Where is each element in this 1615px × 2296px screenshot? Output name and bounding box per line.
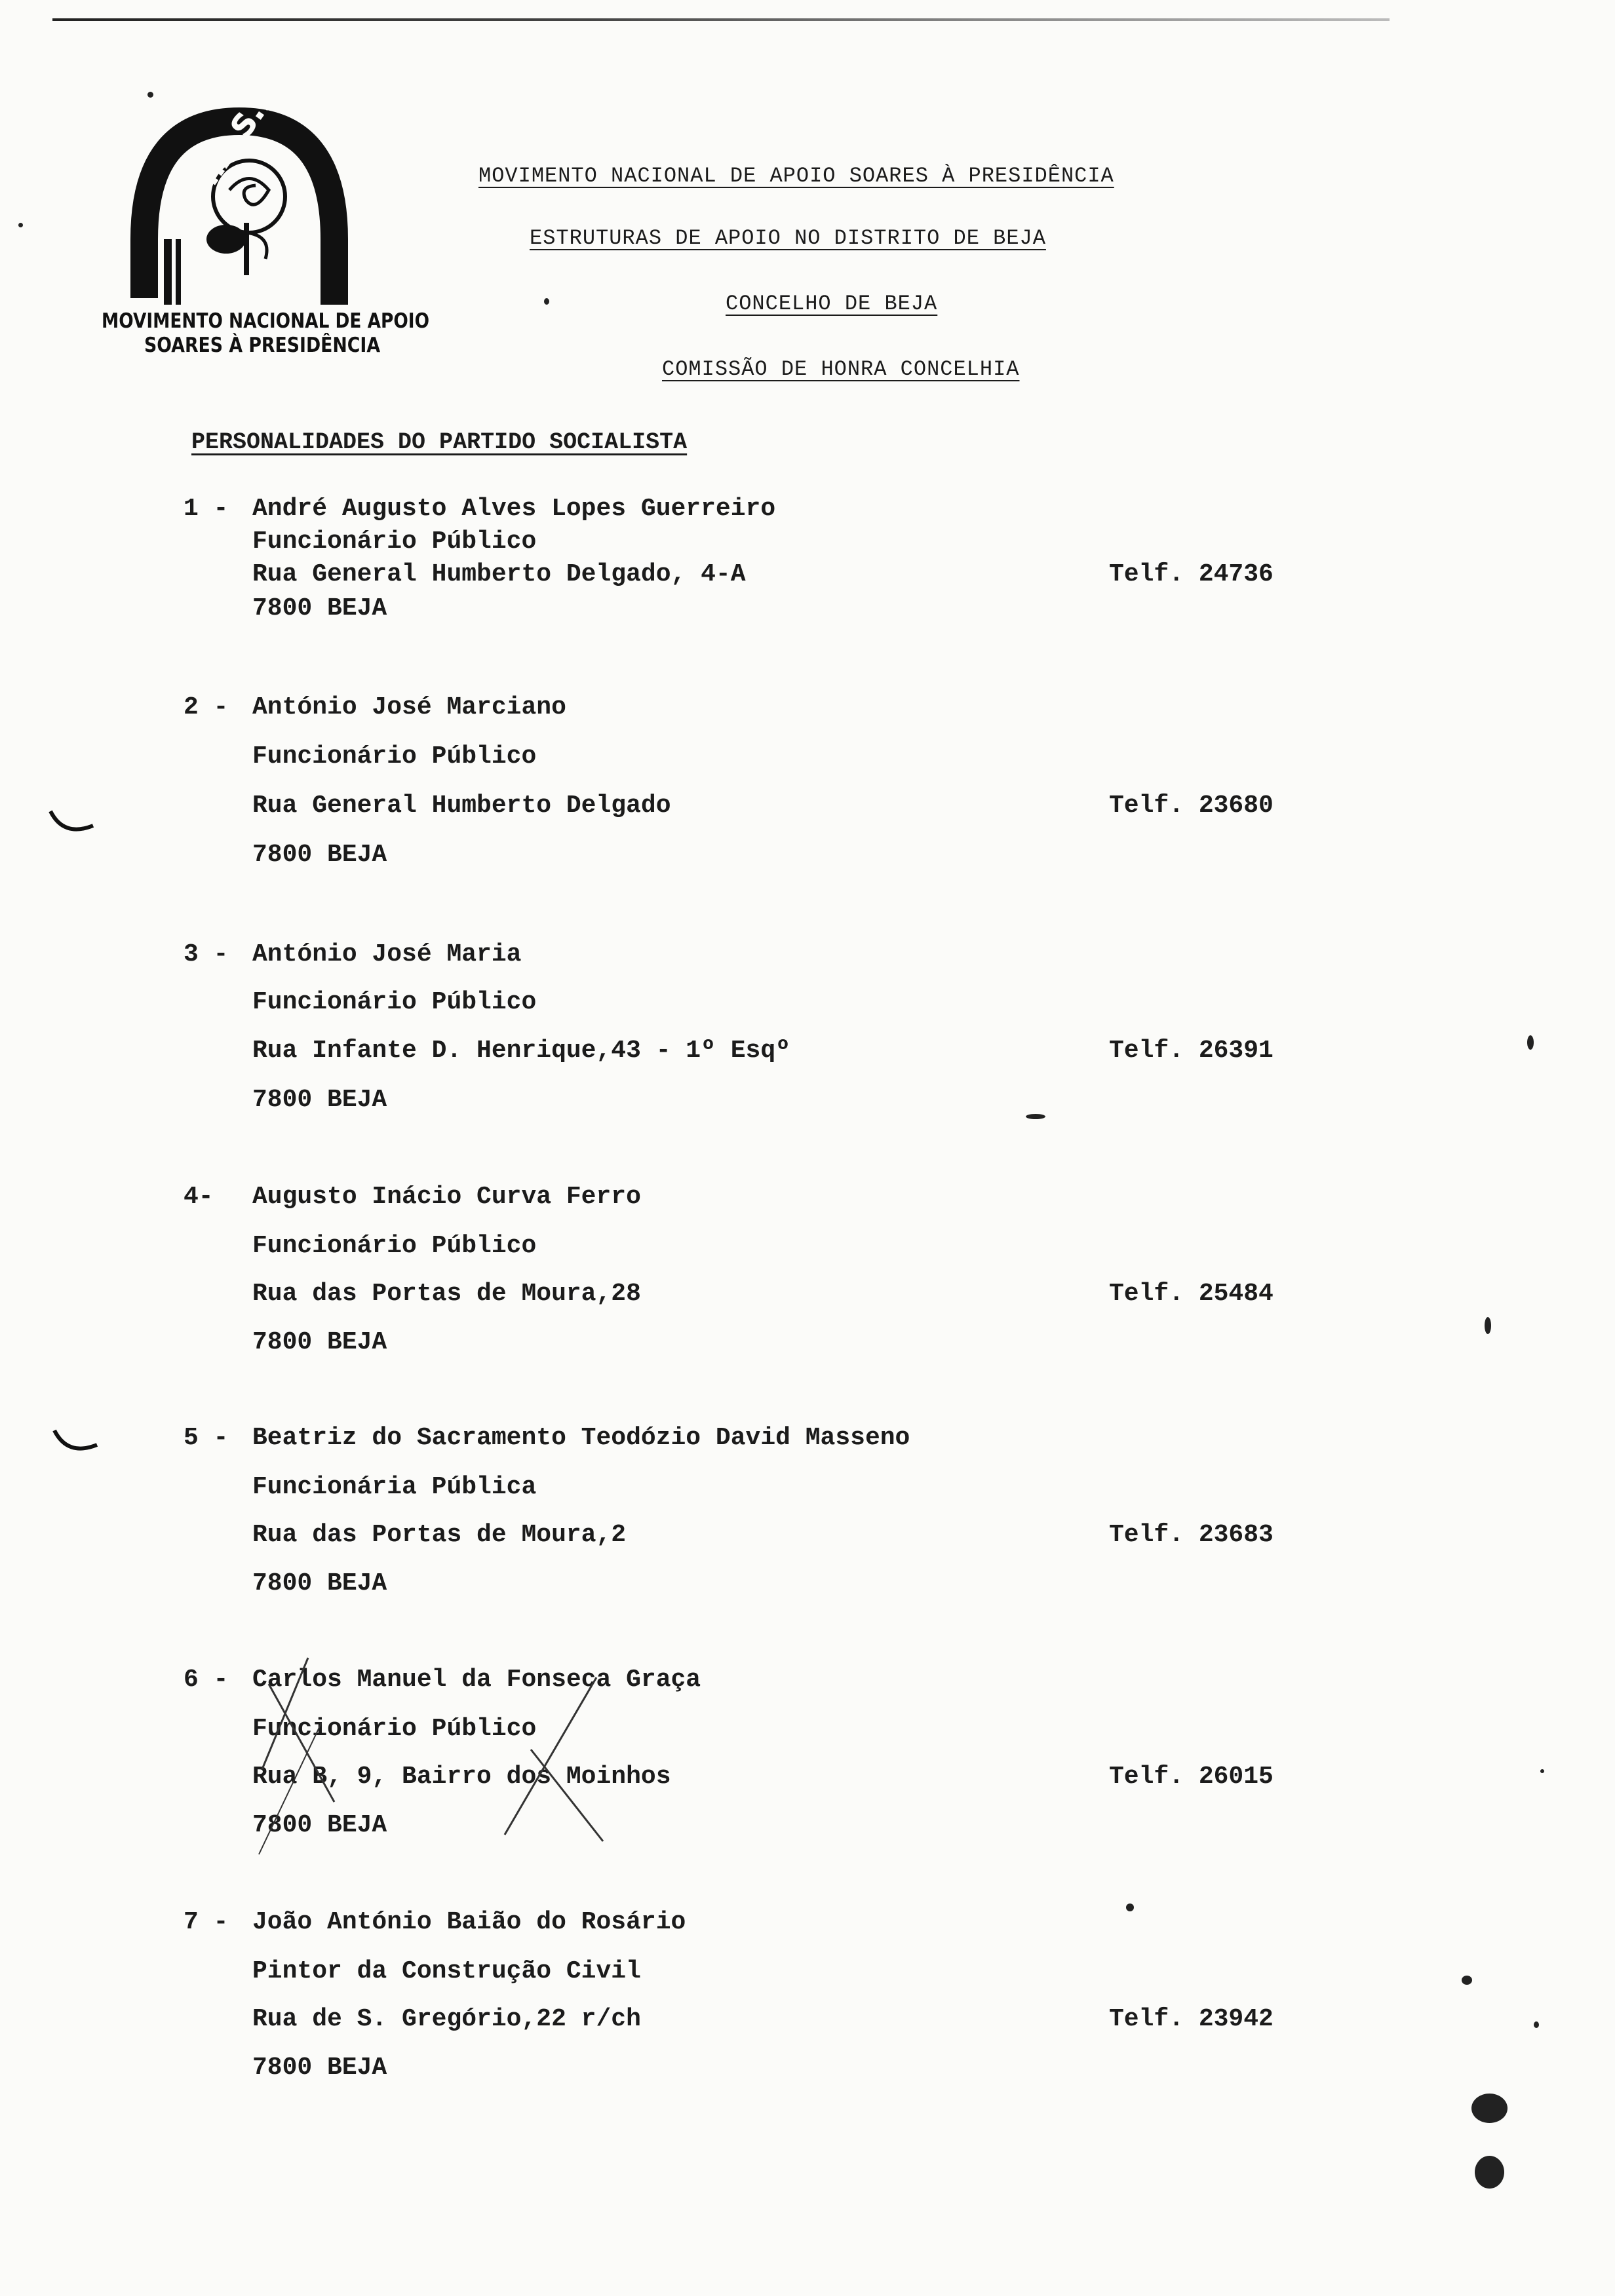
scan-speck <box>1527 1035 1534 1050</box>
entry-address: Rua General Humberto Delgado <box>252 792 671 820</box>
entry-city: 7800 BEJA <box>252 1328 387 1356</box>
entry-occupation: Funcionário Público <box>252 527 537 556</box>
entry-city: 7800 BEJA <box>252 1569 387 1598</box>
entry-number: 6 - <box>184 1666 229 1694</box>
entry-address: Rua das Portas de Moura,2 <box>252 1521 627 1549</box>
entry-number: 5 - <box>184 1424 229 1452</box>
entry-address: Rua General Humberto Delgado, 4-A <box>252 560 746 588</box>
entry-address: Rua B, 9, Bairro dos Moinhos <box>252 1763 671 1791</box>
svg-text:M.A.S.P.: M.A.S.P. <box>179 73 288 207</box>
entry-address: Rua de S. Gregório,22 r/ch <box>252 2005 641 2033</box>
entry-city: 7800 BEJA <box>252 1811 387 1839</box>
entry-occupation: Funcionária Pública <box>252 1473 537 1501</box>
section-title: PERSONALIDADES DO PARTIDO SOCIALISTA <box>191 429 688 455</box>
entry-name: Augusto Inácio Curva Ferro <box>252 1183 641 1211</box>
scan-speck <box>1462 1976 1472 1985</box>
handwritten-cross-marks <box>249 1638 616 1874</box>
svg-text:SOARES À PRESIDÊNCIA: SOARES À PRESIDÊNCIA <box>144 334 381 357</box>
scan-speck <box>18 223 23 227</box>
entry-name: António José Maria <box>252 940 522 968</box>
entry-number: 3 - <box>184 940 229 968</box>
punch-hole-mark-lower <box>51 1425 104 1464</box>
entry-phone: Telf. 24736 <box>1109 560 1274 588</box>
header-council: CONCELHO DE BEJA <box>726 292 938 316</box>
top-scan-edge-line <box>52 18 1390 21</box>
entry-address: Rua das Portas de Moura,28 <box>252 1280 641 1308</box>
entry-name: André Augusto Alves Lopes Guerreiro <box>252 495 776 523</box>
entry-phone: Telf. 23942 <box>1109 2005 1274 2033</box>
scan-speck <box>1026 1114 1045 1119</box>
entry-city: 7800 BEJA <box>252 1086 387 1114</box>
header-honor-commission: COMISSÃO DE HONRA CONCELHIA <box>662 357 1020 381</box>
entry-occupation: Funcionário Público <box>252 742 537 771</box>
entry-city: 7800 BEJA <box>252 841 387 869</box>
entry-number: 4- <box>184 1183 214 1211</box>
entry-number: 1 - <box>184 495 229 523</box>
scan-speck <box>1471 2094 1508 2123</box>
header-district-structures: ESTRUTURAS DE APOIO NO DISTRITO DE BEJA <box>530 226 1046 250</box>
masp-logo <box>98 73 439 370</box>
entry-phone: Telf. 23683 <box>1109 1521 1274 1549</box>
punch-hole-mark-upper <box>47 806 100 845</box>
entry-name: Carlos Manuel da Fonseca Graça <box>252 1666 701 1694</box>
header-movement-title: MOVIMENTO NACIONAL DE APOIO SOARES À PRESIDÊNCIA <box>478 164 1114 188</box>
scan-speck <box>1126 1904 1134 1911</box>
scan-speck <box>1485 1317 1491 1334</box>
entry-address: Rua Infante D. Henrique,43 - 1º Esqº <box>252 1037 790 1065</box>
scan-speck <box>1540 1769 1544 1773</box>
scan-speck <box>1534 2021 1539 2028</box>
entry-city: 7800 BEJA <box>252 594 387 622</box>
scan-speck <box>1475 2156 1504 2189</box>
entry-name: João António Baião do Rosário <box>252 1908 686 1936</box>
entry-phone: Telf. 25484 <box>1109 1280 1274 1308</box>
scan-speck <box>544 298 549 305</box>
entry-occupation: Funcionário Público <box>252 1232 537 1260</box>
entry-name: António José Marciano <box>252 693 566 721</box>
entry-phone: Telf. 26391 <box>1109 1037 1274 1065</box>
entry-phone: Telf. 26015 <box>1109 1763 1274 1791</box>
entry-occupation: Funcionário Público <box>252 988 537 1016</box>
entry-occupation: Funcionário Público <box>252 1715 537 1743</box>
entry-number: 7 - <box>184 1908 229 1936</box>
svg-text:MOVIMENTO NACIONAL DE APOIO: MOVIMENTO NACIONAL DE APOIO <box>102 309 429 333</box>
entry-number: 2 - <box>184 693 229 721</box>
entry-name: Beatriz do Sacramento Teodózio David Masseno <box>252 1424 910 1452</box>
entry-phone: Telf. 23680 <box>1109 792 1274 820</box>
entry-city: 7800 BEJA <box>252 2054 387 2082</box>
scan-speck <box>147 92 153 98</box>
entry-occupation: Pintor da Construção Civil <box>252 1957 641 1985</box>
